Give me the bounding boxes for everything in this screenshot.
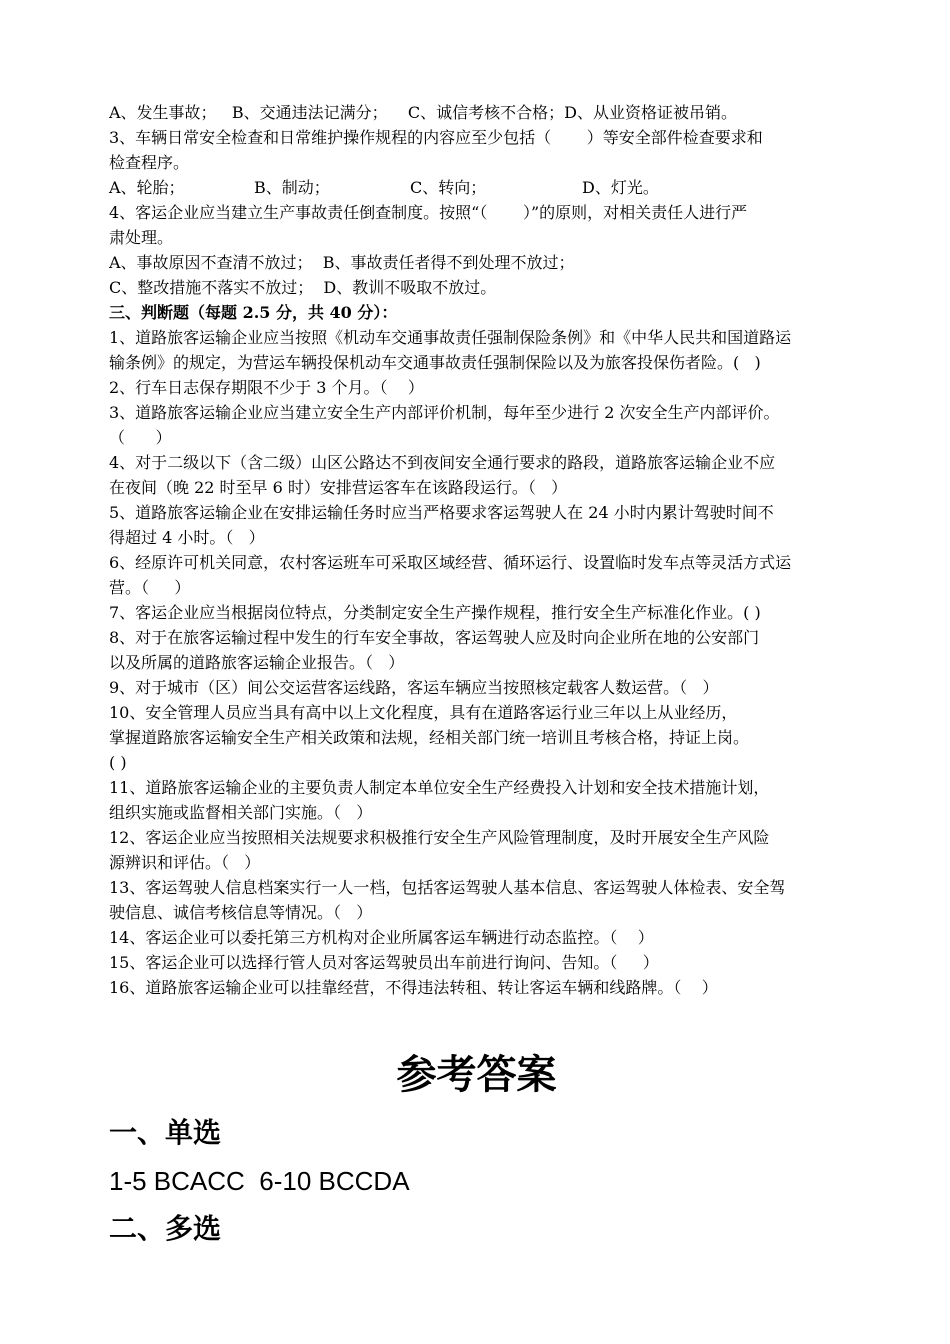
tf-line: 2、行车日志保存期限不少于 3 个月。（ ） — [109, 378, 424, 397]
tf-line: 5、道路旅客运输企业在安排运输任务时应当严格要求客运驾驶人在 24 小时内累计驾驶时间不 — [109, 503, 774, 522]
tf-line: 4、对于二级以下（含二级）山区公路达不到夜间安全通行要求的路段，道路旅客运输企业不应 — [109, 453, 776, 472]
answer-key — [109, 1040, 844, 1252]
q3-option-a: A、轮胎； — [109, 178, 185, 197]
document-body — [109, 100, 844, 1000]
tf-line: 13、客运驾驶人信息档案实行一人一档，包括客运驾驶人基本信息、客运驾驶人体检表、安全驾 — [109, 878, 786, 897]
tf-line: 源辨识和评估。（ ） — [109, 853, 261, 872]
tf-line: 掌握道路旅客运输安全生产相关政策和法规，经相关部门统一培训且考核合格，持证上岗。 — [109, 728, 750, 747]
q4-stem-line1: 4、客运企业应当建立生产事故责任倒查制度。按照“（ ）”的原则，对相关责任人进行严 — [109, 203, 748, 222]
tf-line: 得超过 4 小时。（ ） — [109, 528, 265, 547]
tf-line: 12、客运企业应当按照相关法规要求积极推行安全生产风险管理制度，及时开展安全生产风险 — [109, 828, 770, 847]
tf-line: 15、客运企业可以选择行管人员对客运驾驶员出车前进行询问、告知。（ ） — [109, 953, 659, 972]
q2-options: A、发生事故； B、交通违法记满分； C、诚信考核不合格；D、从业资格证被吊销。 — [109, 103, 737, 122]
tf-line: 11、道路旅客运输企业的主要负责人制定本单位安全生产经费投入计划和安全技术措施计划， — [109, 778, 770, 797]
tf-line: 输条例》的规定，为营运车辆投保机动车交通事故责任强制保险以及为旅客投保伤者险。( ) — [109, 353, 761, 372]
q3-option-b: B、制动； — [254, 178, 330, 197]
q3-stem-line2: 检查程序。 — [109, 153, 190, 172]
tf-line: 组织实施或监督相关部门实施。（ ） — [109, 803, 373, 822]
section3-heading: 三、判断题（每题 2.5 分，共 40 分）： — [109, 303, 398, 322]
answer-single-heading: 一、单选 — [109, 1116, 222, 1149]
tf-line: 1、道路旅客运输企业应当按照《机动车交通事故责任强制保险条例》和《中华人民共和国道路运 — [109, 328, 792, 347]
tf-line: 14、客运企业可以委托第三方机构对企业所属客运车辆进行动态监控。（ ） — [109, 928, 654, 947]
section3-questions — [109, 325, 844, 1000]
answer-key-title: 参考答案 — [396, 1051, 557, 1098]
tf-line: 以及所属的道路旅客运输企业报告。（ ） — [109, 653, 405, 672]
tf-line: 16、道路旅客运输企业可以挂靠经营，不得违法转租、转让客运车辆和线路牌。（ ） — [109, 978, 718, 997]
tf-line: 9、对于城市（区）间公交运营客运线路，客运车辆应当按照核定载客人数运营。（ ） — [109, 678, 719, 697]
tf-line: 3、道路旅客运输企业应当建立安全生产内部评价机制，每年至少进行 2 次安全生产内部评价。 — [109, 403, 780, 422]
tf-line: 7、客运企业应当根据岗位特点，分类制定安全生产操作规程，推行安全生产标准化作业。( ) — [109, 603, 761, 622]
q3-stem-line1: 3、车辆日常安全检查和日常维护操作规程的内容应至少包括（ ）等安全部件检查要求和 — [109, 128, 763, 147]
q3-options — [109, 175, 844, 200]
tf-line: 8、对于在旅客运输过程中发生的行车安全事故，客运驾驶人应及时向企业所在地的公安部门 — [109, 628, 760, 647]
q4-options-line2: C、整改措施不落实不放过； D、教训不吸取不放过。 — [109, 278, 497, 297]
tf-line: ( ) — [109, 753, 127, 772]
tf-line: 营。（ ） — [109, 578, 191, 597]
tf-line: 10、安全管理人员应当具有高中以上文化程度，具有在道路客运行业三年以上从业经历， — [109, 703, 738, 722]
answer-single-values: 1-5 BCACC 6-10 BCCDA — [109, 1166, 410, 1196]
q4-stem-line2: 肃处理。 — [109, 228, 174, 247]
tf-line: 6、经原许可机关同意，农村客运班车可采取区域经营、循环运行、设置临时发车点等灵活方式运 — [109, 553, 792, 572]
q4-options-line1: A、事故原因不查清不放过； B、事故责任者得不到处理不放过； — [109, 253, 575, 272]
q3-option-c: C、转向； — [410, 178, 487, 197]
q3-option-d: D、灯光。 — [582, 178, 659, 197]
answer-multi-heading: 二、多选 — [109, 1212, 222, 1245]
tf-line: 驶信息、诚信考核信息等情况。（ ） — [109, 903, 373, 922]
tf-line: 在夜间（晚 22 时至早 6 时）安排营运客车在该路段运行。（ ） — [109, 478, 568, 497]
tf-line: （ ） — [109, 428, 172, 447]
